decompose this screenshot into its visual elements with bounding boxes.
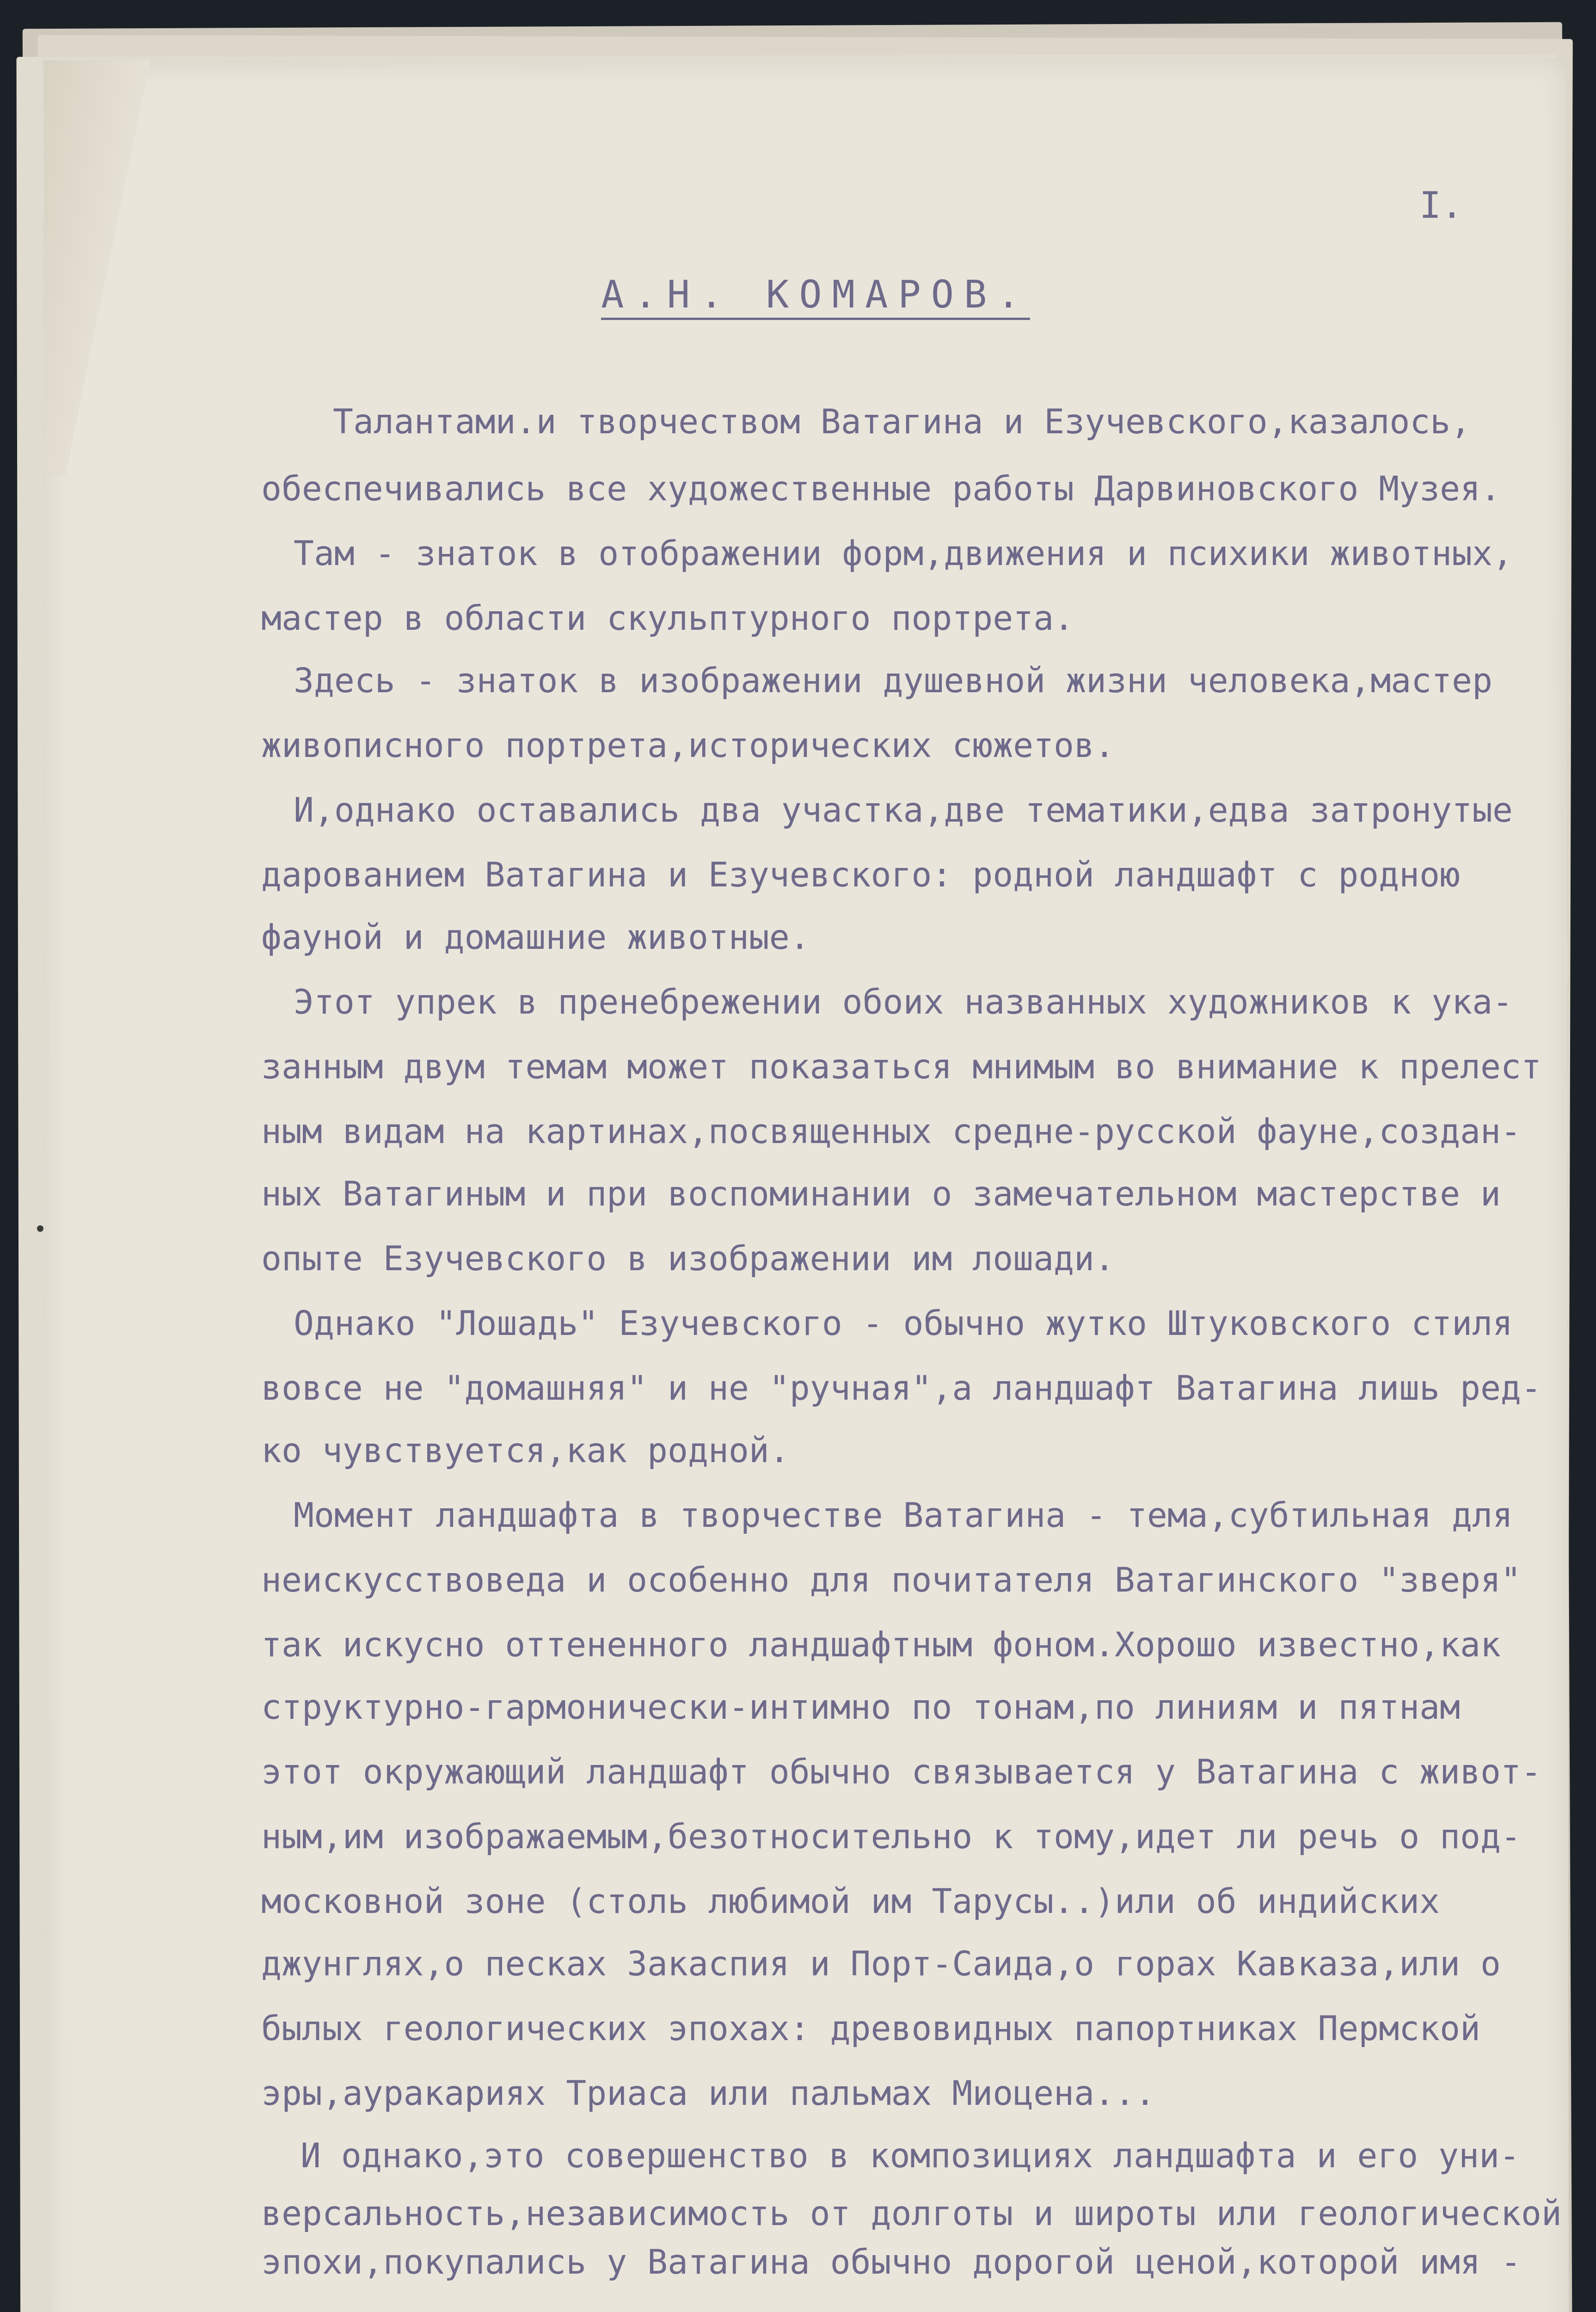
text-line: ным,им изображаемым,безотносительно к тому,идет ли речь о под- [261,1817,1521,1857]
text-line: вовсе не "домашняя" и не "ручная",а ландшафт Ватагина лишь ред- [261,1369,1541,1408]
text-line: ных Ватагиным и при воспоминании о замечательном мастерстве и [261,1174,1501,1214]
document-title: А.Н. КОМАРОВ. [601,273,1030,317]
text-line: Этот упрек в пренебрежении обоих названных художников к ука- [294,983,1513,1022]
text-line: мастер в области скульптурного портрета. [261,599,1074,638]
text-line: так искусно оттененного ландшафтным фоном.Хорошо известно,как [261,1625,1501,1665]
text-line: эпохи,покупались у Ватагина обычно дорогой ценой,которой имя - [261,2243,1521,2282]
text-line: Там - знаток в отображении форм,движения и психики животных, [294,534,1513,573]
text-line: этот окружающий ландшафт обычно связывается у Ватагина с живот- [261,1752,1541,1792]
text-line: занным двум темам может показаться мнимым во внимание к прелест [261,1047,1541,1087]
text-line: неискусствоведа и особенно для почитателя Ватагинского "зверя" [261,1561,1521,1600]
text-line: Момент ландшафта в творчестве Ватагина - тема,субтильная для [294,1496,1513,1535]
text-line: фауной и домашние животные. [261,918,810,957]
text-line: опыте Езучевского в изображении им лошади. [261,1239,1115,1279]
text-line: джунглях,о песках Закаспия и Порт-Саида,о горах Кавказа,или о [261,1944,1501,1984]
text-line: И однако,это совершенство в композициях ландшафта и его уни- [301,2136,1520,2176]
text-line: эры,ауракариях Триаса или пальмах Миоцена... [261,2074,1155,2113]
text-line: Однако "Лошадь" Езучевского - обычно жутко Штуковского стиля [294,1304,1513,1343]
text-line: ко чувствуется,как родной. [261,1431,790,1470]
text-line: живописного портрета,исторических сюжетов. [261,726,1115,765]
text-line: ным видам на картинах,посвященных средне-русской фауне,создан- [261,1112,1521,1151]
text-line: структурно-гармонически-интимно по тонам,по линиям и пятнам [261,1688,1461,1727]
text-line: московной зоне (столь любимой им Тарусы..)или об индийских [261,1882,1440,1921]
text-line: И,однако оставались два участка,две тематики,едва затронутые [294,791,1513,830]
text-line: дарованием Ватагина и Езучевского: родной ландшафт с родною [261,855,1461,895]
text-line: обеспечивались все художественные работы Дарвиновского Музея. [261,469,1501,509]
text-line: былых геологических эпохах: древовидных папортниках Пермской [261,2009,1480,2048]
text-line: Здесь - знаток в изображении душевной жизни человека,мастер [294,661,1493,701]
text-line: версальность,независимость от долготы и широты или геологической [261,2194,1562,2233]
text-line: Талантами.и творчеством Ватагина и Езучевского,казалось, [333,402,1471,442]
page-number: I. [1419,185,1463,227]
